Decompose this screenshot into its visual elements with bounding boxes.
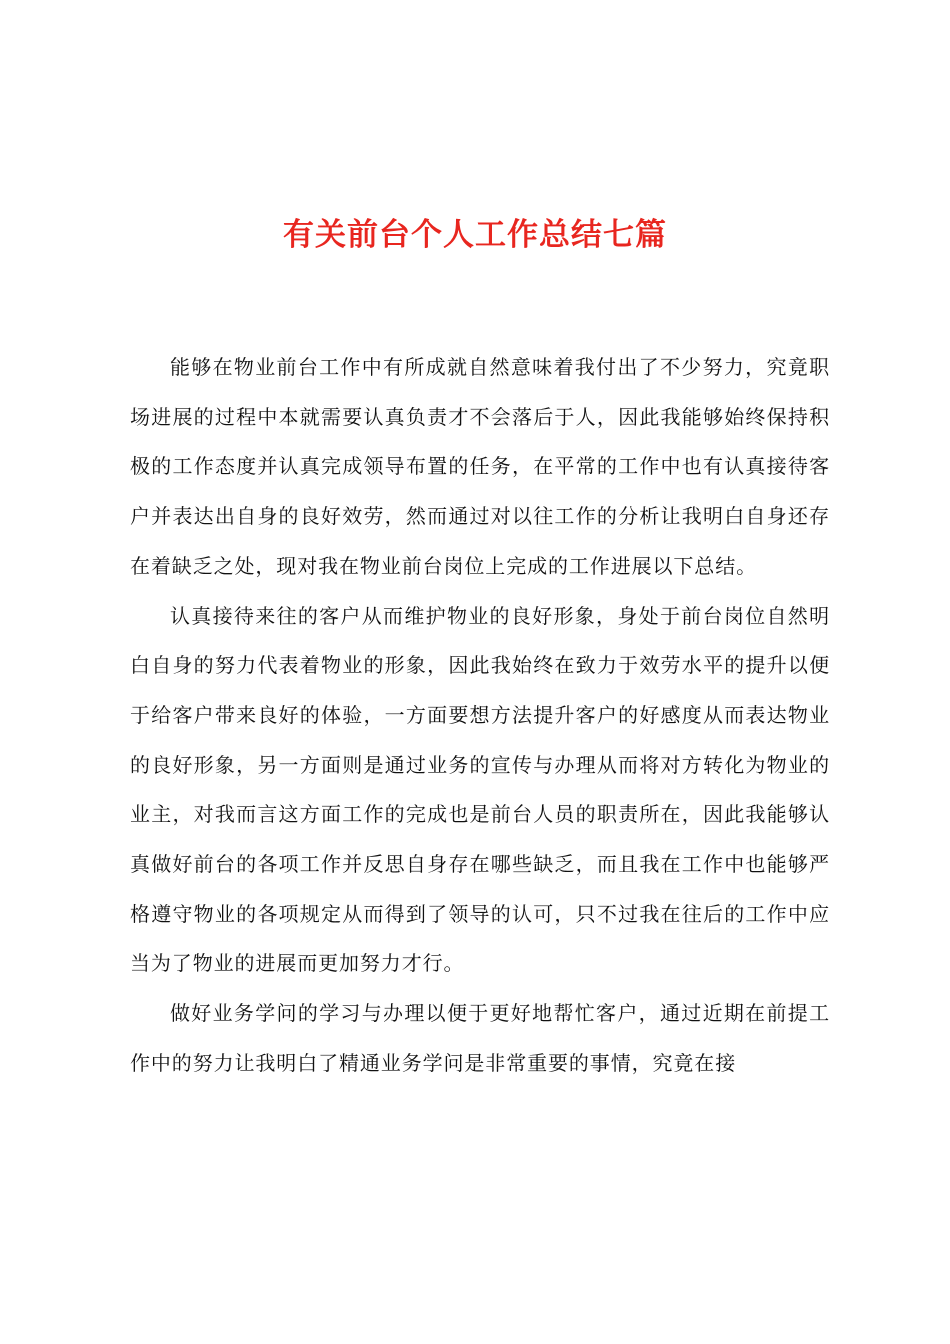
document-body (130, 343, 830, 1089)
paragraph-1: 能够在物业前台工作中有所成就自然意味着我付出了不少努力，究竟职场进展的过程中本就需要认真负责才不会落后于人，因此我能够始终保持积极的工作态度并认真完成领导布置的任务，在平常的工作中也有认真接待客户并表达出自身的良好效劳，然而通过对以往工作的分析让我明白自身还存在着缺乏之处，现对我在物业前台岗位上完成的工作进展以下总结。 (130, 355, 830, 578)
paragraph-3: 做好业务学问的学习与办理以便于更好地帮忙客户，通过近期在前提工作中的努力让我明白了精通业务学问是非常重要的事情，究竟在接 (130, 1001, 830, 1075)
paragraph-2: 认真接待来往的客户从而维护物业的良好形象，身处于前台岗位自然明白自身的努力代表着物业的形象，因此我始终在致力于效劳水平的提升以便于给客户带来良好的体验，一方面要想方法提升客户的好感度从而表达物业的良好形象，另一方面则是通过业务的宣传与办理从而将对方转化为物业的业主，对我而言这方面工作的完成也是前台人员的职责所在，因此我能够认真做好前台的各项工作并反思自身存在哪些缺乏，而且我在工作中也能够严格遵守物业的各项规定从而得到了领导的认可，只不过我在往后的工作中应当为了物业的进展而更加努力才行。 (130, 603, 830, 976)
document-title: 有关前台个人工作总结七篇 (283, 217, 667, 253)
